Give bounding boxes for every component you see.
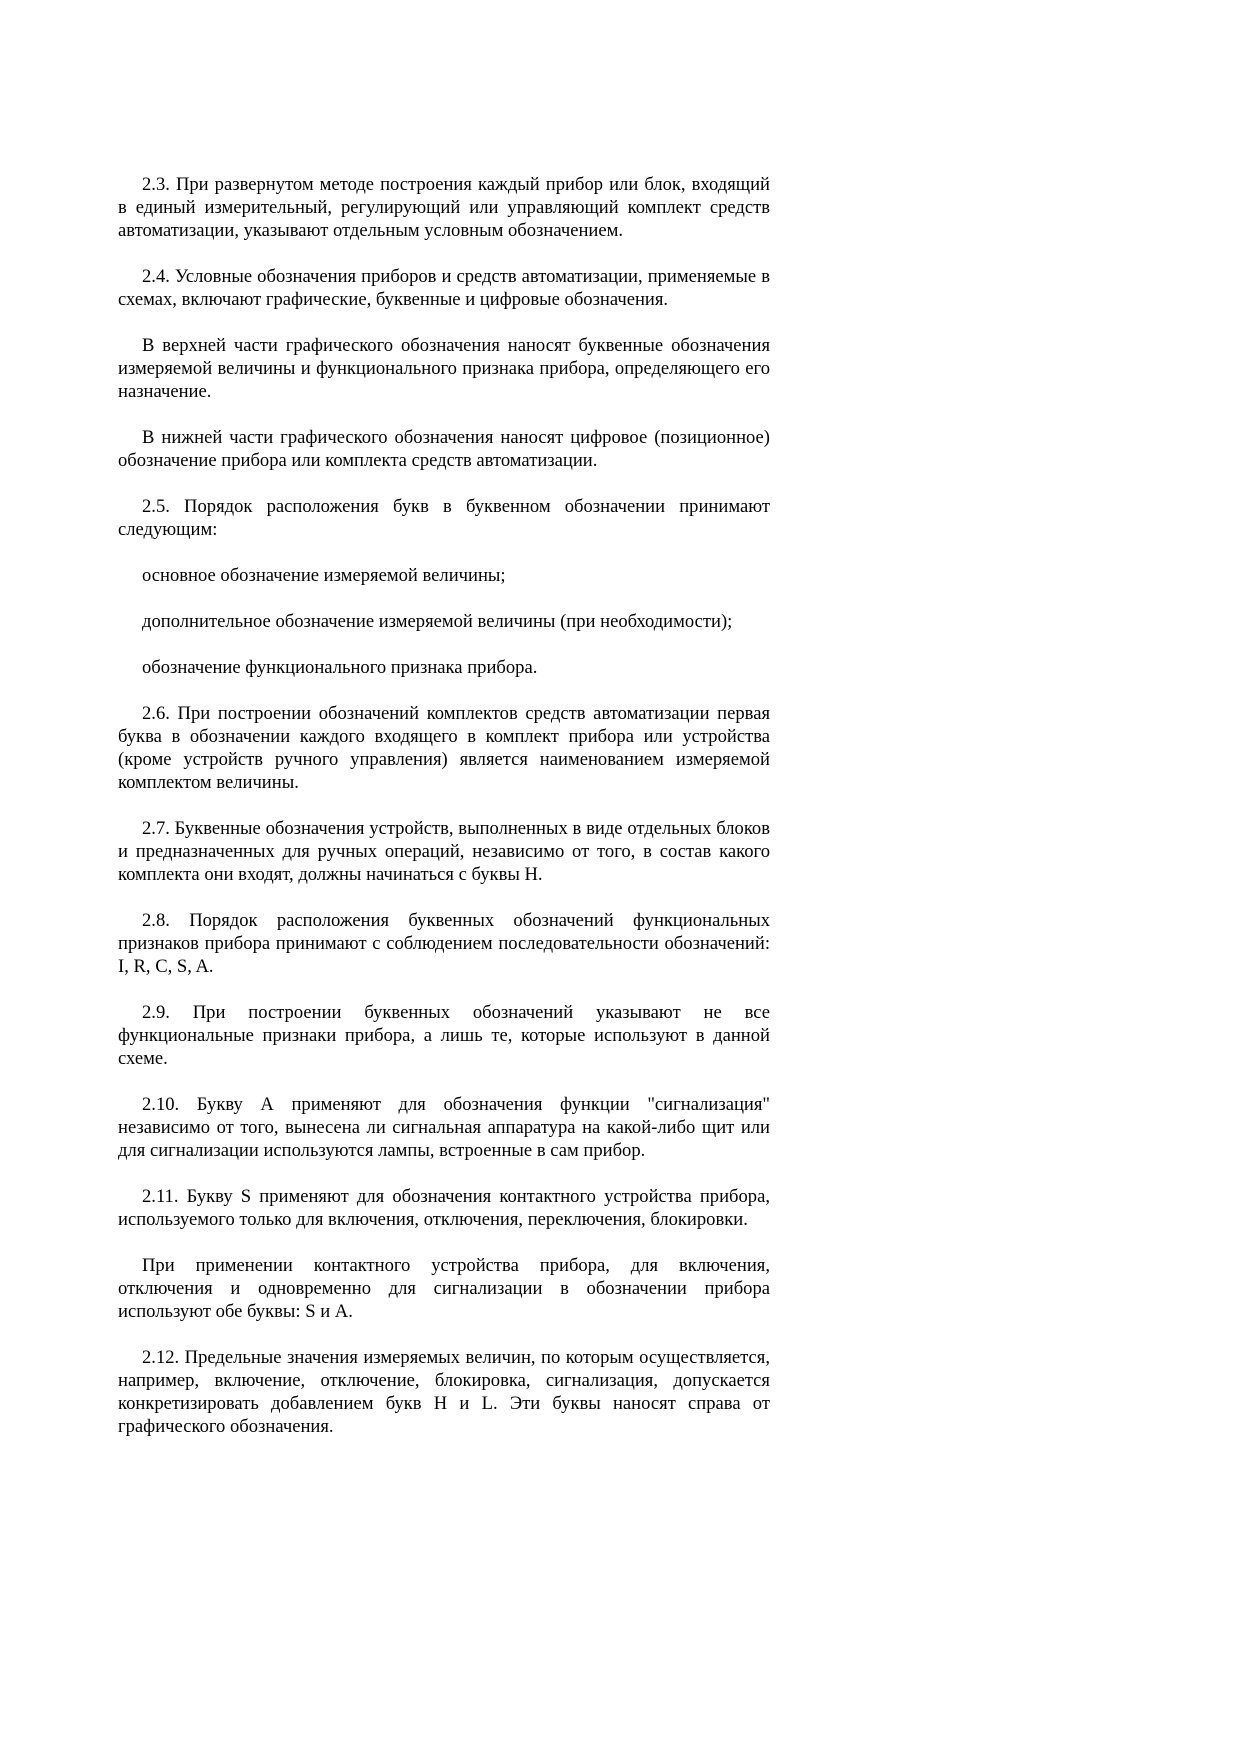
- paragraph-2-4: 2.4. Условные обозначения приборов и средств автоматизации, применяемые в схемах, включают графические, буквенные и цифровые обозначения.: [118, 266, 770, 310]
- paragraph-lower-part: В нижней части графического обозначения наносят цифровое (позиционное) обозначение прибора или комплекта средств автоматизации.: [118, 427, 770, 471]
- paragraph-2-7: 2.7. Буквенные обозначения устройств, выполненных в виде отдельных блоков и предназначенных для ручных операций, независимо от того, в состав какого комплекта они входят, должны начинаться с буквы Н.: [118, 818, 770, 885]
- list-item-additional-designation: дополнительное обозначение измеряемой величины (при необходимости);: [142, 611, 733, 632]
- paragraph-contact-device: При применении контактного устройства прибора, для включения, отключения и одновременно для сигнализации в обозначении прибора используют обе буквы: S и А.: [118, 1255, 770, 1322]
- paragraph-upper-part: В верхней части графического обозначения наносят буквенные обозначения измеряемой величины и функционального признака прибора, определяющего его назначение.: [118, 335, 770, 402]
- list-item-main-designation: основное обозначение измеряемой величины;: [142, 565, 506, 586]
- paragraph-2-11: 2.11. Букву S применяют для обозначения контактного устройства прибора, используемого только для включения, отключения, переключения, блокировки.: [118, 1186, 770, 1230]
- document-page: [118, 173, 770, 1438]
- paragraph-2-10: 2.10. Букву А применяют для обозначения функции "сигнализация" независимо от того, вынесена ли сигнальная аппаратура на какой-либо щит или для сигнализации используются лампы, встроенные в сам прибор.: [118, 1094, 770, 1161]
- paragraph-2-5: 2.5. Порядок расположения букв в буквенном обозначении принимают следующим:: [118, 496, 770, 540]
- paragraph-2-8: 2.8. Порядок расположения буквенных обозначений функциональных признаков прибора принимают с соблюдением последовательности обозначений: I, R, C, S, A.: [118, 910, 770, 977]
- list-item-functional-designation: обозначение функционального признака прибора.: [142, 657, 538, 678]
- paragraph-2-6: 2.6. При построении обозначений комплектов средств автоматизации первая буква в обозначении каждого входящего в комплект прибора или устройства (кроме устройств ручного управления) является наименованием измеряемой комплектом величины.: [118, 703, 770, 793]
- paragraph-2-12: 2.12. Предельные значения измеряемых величин, по которым осуществляется, например, включение, отключение, блокировка, сигнализация, допускается конкретизировать добавлением букв Н и L. Эти буквы наносят справа от графического обозначения.: [118, 1347, 770, 1437]
- paragraph-2-3: 2.3. При развернутом методе построения каждый прибор или блок, входящий в единый измерительный, регулирующий или управляющий комплект средств автоматизации, указывают отдельным условным обозначением.: [118, 174, 770, 241]
- paragraph-2-9: 2.9. При построении буквенных обозначений указывают не все функциональные признаки прибора, а лишь те, которые используют в данной схеме.: [118, 1002, 770, 1069]
